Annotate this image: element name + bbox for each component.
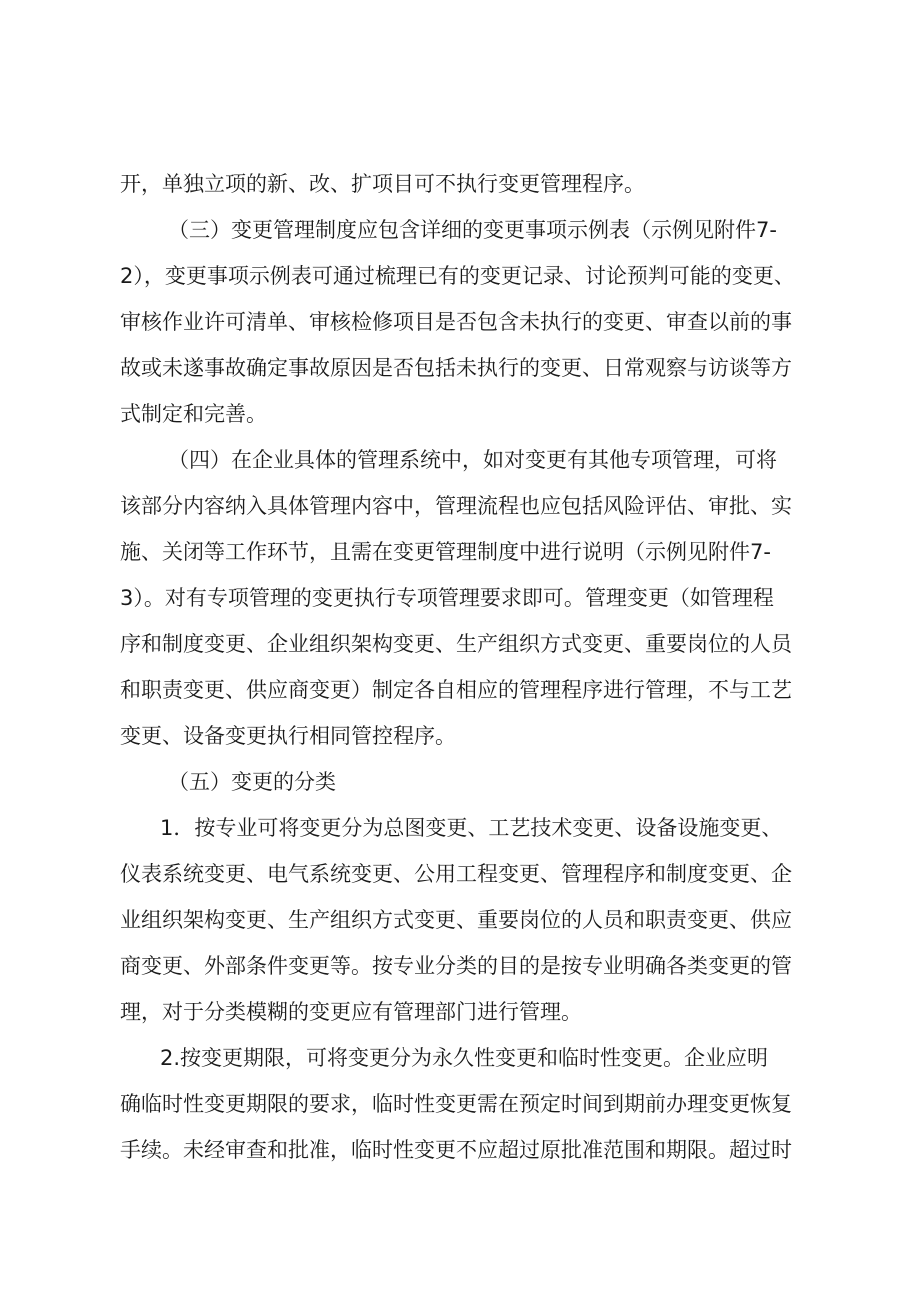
paragraph-line: 式制定和完善。 (120, 402, 267, 426)
paragraph-line: 确临时性变更期限的要求，临时性变更需在预定时间到期前办理变更恢复 (120, 1092, 792, 1116)
paragraph-line: 理，对于分类模糊的变更应有管理部门进行管理。 (120, 1000, 582, 1024)
paragraph-line: 审核作业许可清单、审核检修项目是否包含未执行的变更、审查以前的事 (120, 310, 792, 334)
paragraph-line: 2），变更事项示例表可通过梳理已有的变更记录、讨论预判可能的变更、 (120, 264, 795, 288)
paragraph-line: 和职责变更、供应商变更）制定各自相应的管理程序进行管理，不与工艺 (120, 678, 792, 702)
section-heading: （五）变更的分类 (168, 770, 336, 794)
paragraph-line: 施、关闭等工作环节，且需在变更管理制度中进行说明（示例见附件7- (120, 540, 771, 564)
paragraph-line: 开，单独立项的新、改、扩项目可不执行变更管理程序。 (120, 172, 645, 196)
paragraph-line: 变更、设备变更执行相同管控程序。 (120, 724, 456, 748)
paragraph-line: 1．按专业可将变更分为总图变更、工艺技术变更、设备设施变更、 (160, 816, 783, 840)
paragraph-line: 该部分内容纳入具体管理内容中，管理流程也应包括风险评估、审批、实 (120, 494, 792, 518)
paragraph-line: 仪表系统变更、电气系统变更、公用工程变更、管理程序和制度变更、企 (120, 862, 792, 886)
paragraph-line: 手续。未经审查和批准，临时性变更不应超过原批准范围和期限。超过时 (120, 1138, 792, 1162)
paragraph-line: 2.按变更期限，可将变更分为永久性变更和临时性变更。企业应明 (160, 1046, 769, 1070)
paragraph-line: （四）在企业具体的管理系统中，如对变更有其他专项管理，可将 (168, 448, 777, 472)
paragraph-line: 序和制度变更、企业组织架构变更、生产组织方式变更、重要岗位的人员 (120, 632, 792, 656)
paragraph-line: 故或未遂事故确定事故原因是否包括未执行的变更、日常观察与访谈等方 (120, 356, 792, 380)
paragraph-line: 3）。对有专项管理的变更执行专项管理要求即可。管理变更（如管理程 (120, 586, 774, 610)
paragraph-line: 商变更、外部条件变更等。按专业分类的目的是按专业明确各类变更的管 (120, 954, 792, 978)
paragraph-line: 业组织架构变更、生产组织方式变更、重要岗位的人员和职责变更、供应 (120, 908, 792, 932)
paragraph-line: （三）变更管理制度应包含详细的变更事项示例表（示例见附件7- (168, 218, 777, 242)
